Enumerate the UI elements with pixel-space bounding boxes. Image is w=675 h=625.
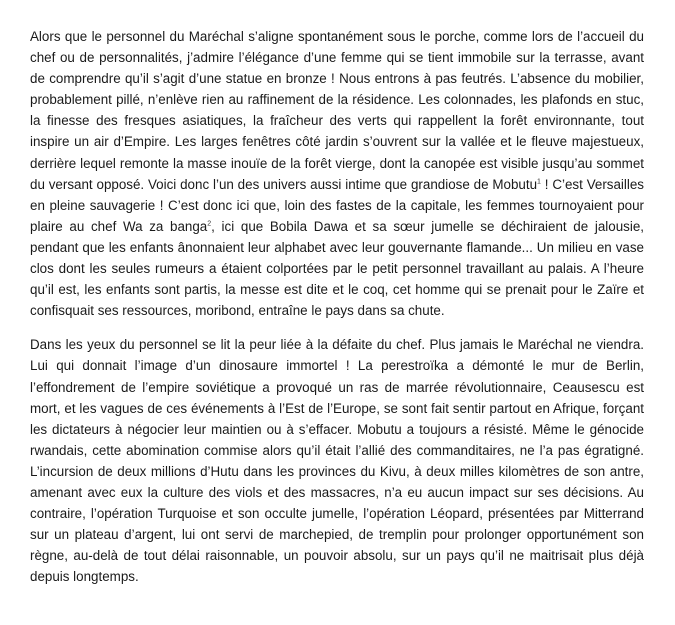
paragraph-1-part-1: Alors que le personnel du Maréchal s’aligne spontanément sous le porche, comme lors de l’accueil du chef ou de personnalités, j’admire l’élégance d’une femme qui se tient immobile sur la terrasse, avant de comprendre qu’il s’agit d’une statue en bronze ! Nous entrons à pas feutrés. L’absence du mobilier, probablement pillé, n’enlève rien au raffinement de la résidence. Les colonnades, les plafonds en stuc, la finesse des fresques asiatiques, la fraîcheur des verts qui rappellent la forêt environnante, tout inspire un air d’Empire. Les larges fenêtres côté jardin s’ouvrent sur la vallée et le fleuve majestueux, derrière lequel remonte la masse inouïe de la forêt vierge, dont la canopée est visible jusqu’au sommet du versant opposé. Voici donc l’un des univers aussi intime que grandiose de Mobutu: [30, 29, 644, 192]
paragraph-1-part-2: ! C’est Versailles en pleine sauvagerie ! C’est donc ici que, loin des fastes de la capitale, les femmes tournoyaient pour plaire au chef Wa za banga: [30, 176, 645, 234]
document-page: [30, 26, 644, 587]
paragraph-1: [30, 26, 644, 321]
footnote-marker-1[interactable]: 1: [537, 178, 541, 186]
paragraph-2: Dans les yeux du personnel se lit la peur liée à la défaite du chef. Plus jamais le Maréchal ne viendra. Lui qui donnait l’image d’un dinosaure immortel ! La perestroïka a démonté le mur de Berlin, l’effondrement de l’empire soviétique a provoqué un ras de marrée révolutionnaire, Ceausescu est mort, et les vagues de ces événements à l’Est de l’Europe, se sont fait sentir partout en Afrique, forçant les dictateurs à négocier leur maintien ou à s’effacer. Mobutu a toujours a résisté. Même le génocide rwandais, cette abomination commise alors qu’il était l’allié des commanditaires, ne l’a pas égratigné. L’incursion de deux millions d’Hutu dans les provinces du Kivu, à deux milles kilomètres de son antre, amenant avec eux la culture des viols et des massacres, n’a eu aucun impact sur ses décisions. Au contraire, l’opération Turquoise et son occulte jumelle, l’opération Léopard, présentées par Mitterrand sur un plateau d’argent, lui ont servi de marchepied, de tremplin pour prolonger opportunément son règne, au-delà de tout délai raisonnable, un pouvoir absolu, sur un pays qu’il ne maitrisait plus déjà depuis longtemps.: [30, 337, 644, 585]
paragraph-1-part-3: , ici que Bobila Dawa et sa sœur jumelle se déchiraient de jalousie, pendant que les enfants ânonnaient leur alphabet avec leur gouvernante flamande... Un milieu en vase clos dont les seules rumeurs a étaient colportées par le petit personnel travaillant au palais. A l’heure qu’il est, les enfants sont partis, la messe est dite et le coq, cet homme qui se prenait pour le Zaïre et confisquait ses ressources, moribond, entraîne le pays dans sa chute.: [30, 218, 644, 319]
footnote-marker-2[interactable]: 2: [207, 220, 212, 228]
